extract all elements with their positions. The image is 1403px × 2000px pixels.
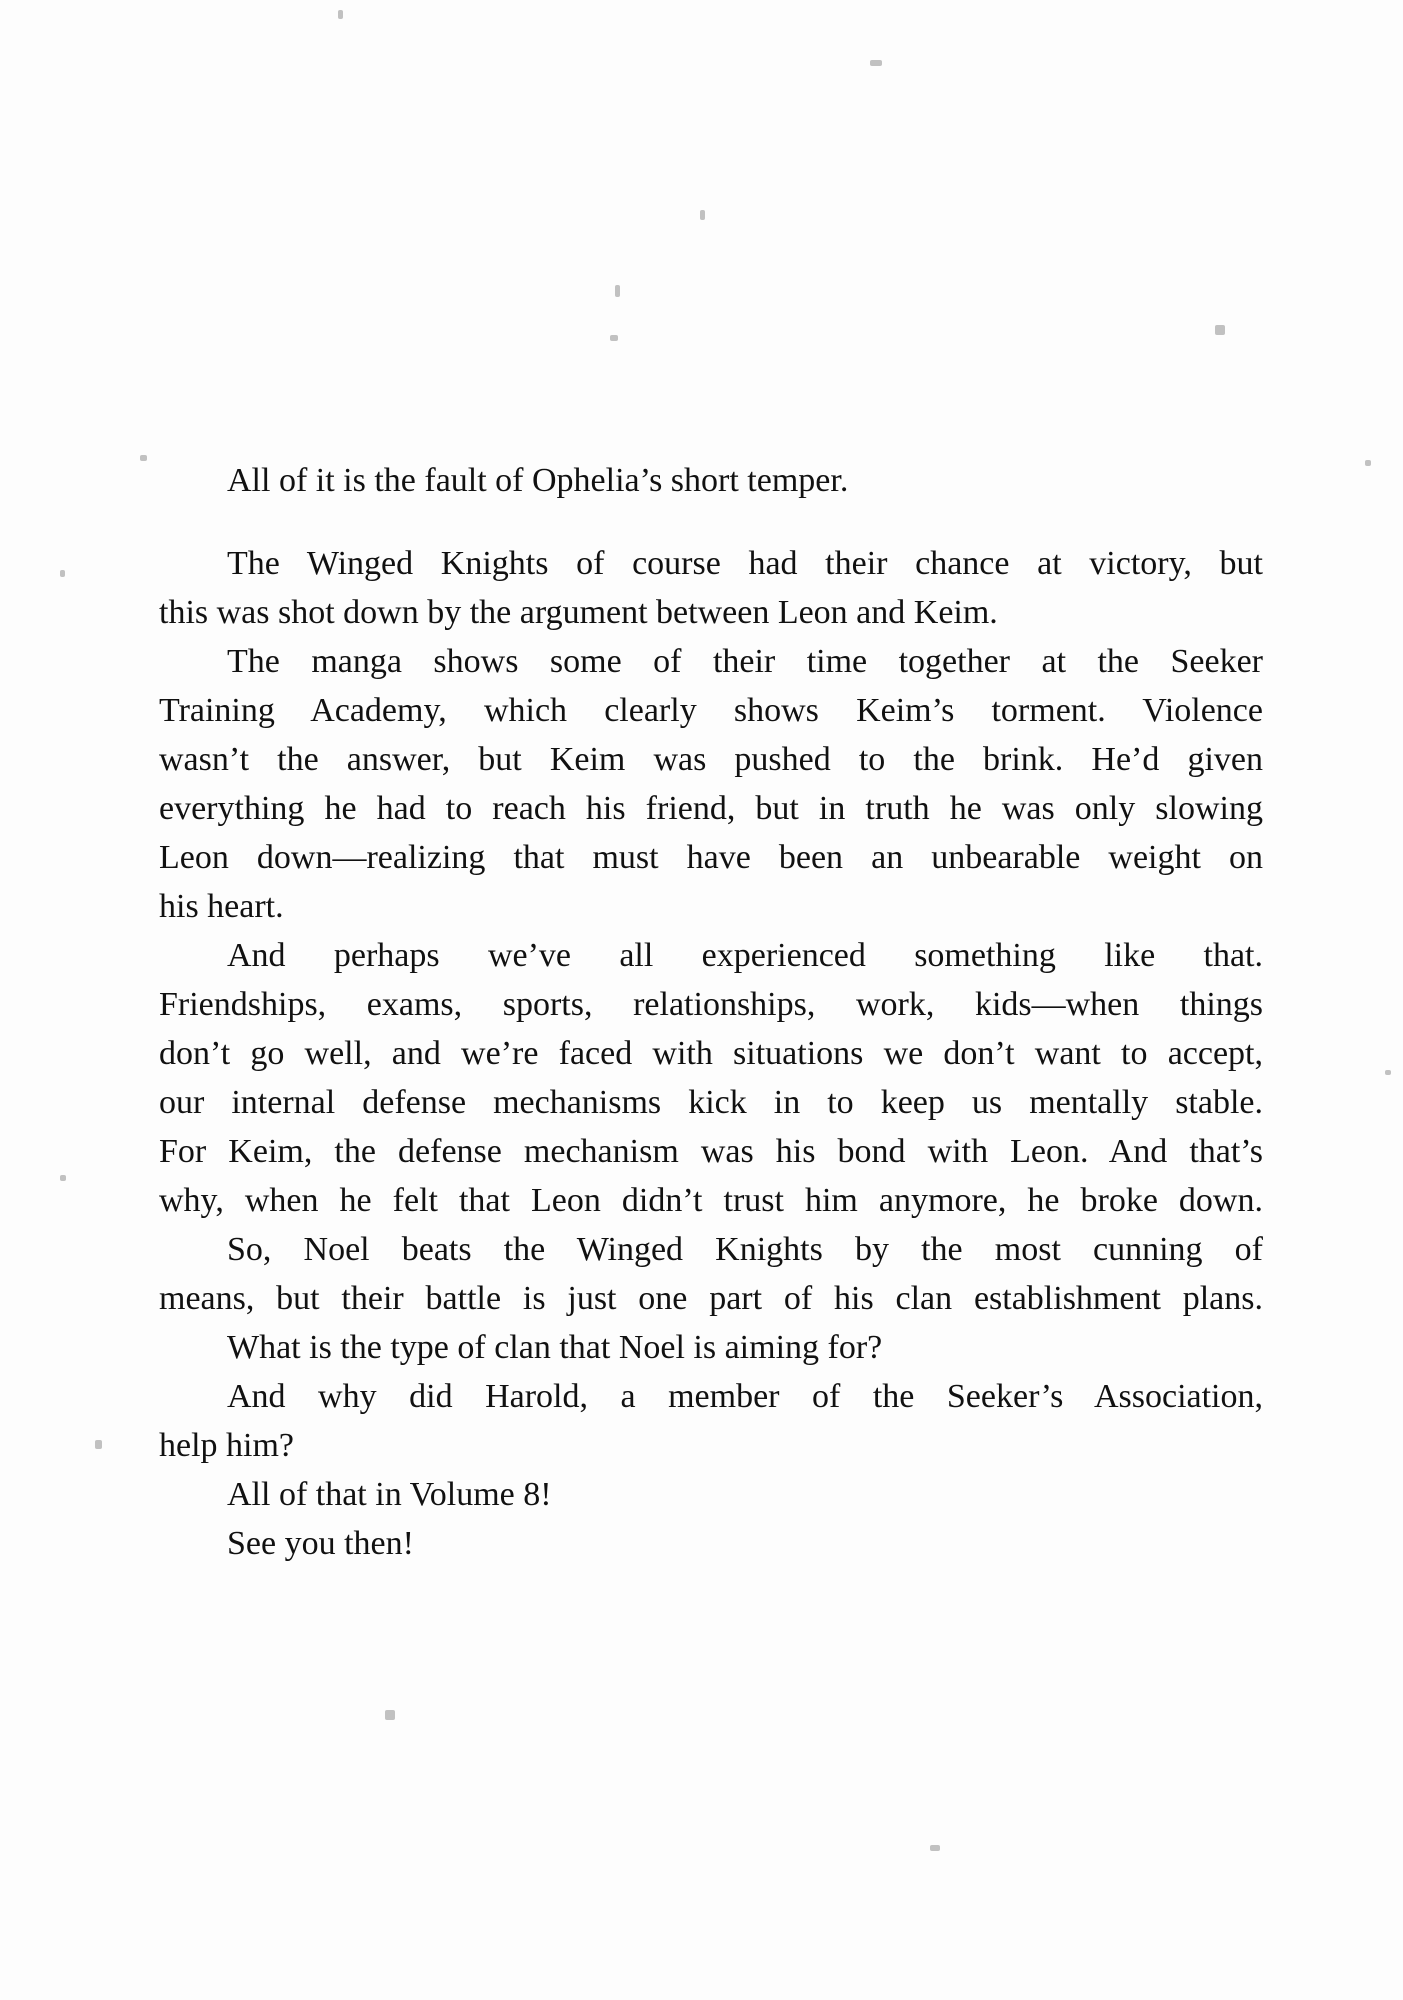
text-line: So, Noel beats the Winged Knights by the most cunning of (227, 1231, 1263, 1268)
text-line: All of that in Volume 8! (227, 1476, 552, 1513)
text-line: everything he had to reach his friend, but in truth he was only slowing (159, 790, 1263, 827)
text-line: Training Academy, which clearly shows Keim’s torment. Violence (159, 692, 1263, 729)
paragraph (159, 1372, 1263, 1470)
text-line: don’t go well, and we’re faced with situations we don’t want to accept, (159, 1035, 1263, 1072)
text-line: See you then! (227, 1525, 414, 1562)
text-line: For Keim, the defense mechanism was his bond with Leon. And that’s (159, 1133, 1263, 1170)
text-line: why, when he felt that Leon didn’t trust him anymore, he broke down. (159, 1182, 1263, 1219)
paragraph (159, 1323, 1263, 1372)
text-line: this was shot down by the argument between Leon and Keim. (159, 594, 998, 631)
text-line: All of it is the fault of Ophelia’s short temper. (227, 462, 849, 499)
text-line: The Winged Knights of course had their chance at victory, but (227, 545, 1263, 582)
text-line: The manga shows some of their time together at the Seeker (227, 643, 1263, 680)
text-line: his heart. (159, 888, 284, 925)
text-line: help him? (159, 1427, 295, 1464)
text-line: And perhaps we’ve all experienced something like that. (227, 937, 1263, 974)
text-line: our internal defense mechanisms kick in to keep us mentally stable. (159, 1084, 1263, 1121)
text-line: What is the type of clan that Noel is aiming for? (227, 1329, 883, 1366)
text-line: means, but their battle is just one part of his clan establishment plans. (159, 1280, 1263, 1317)
afterword-text (159, 456, 1263, 1568)
paragraph (159, 931, 1263, 1225)
text-line: And why did Harold, a member of the Seeker’s Association, (227, 1378, 1263, 1415)
paragraph (159, 539, 1263, 637)
paragraph (159, 637, 1263, 931)
text-line: Leon down—realizing that must have been an unbearable weight on (159, 839, 1263, 876)
text-line: wasn’t the answer, but Keim was pushed to the brink. He’d given (159, 741, 1263, 778)
paragraph (159, 1225, 1263, 1323)
paragraph (159, 1519, 1263, 1568)
text-line: Friendships, exams, sports, relationships, work, kids—when things (159, 986, 1263, 1023)
paragraph (159, 1470, 1263, 1519)
